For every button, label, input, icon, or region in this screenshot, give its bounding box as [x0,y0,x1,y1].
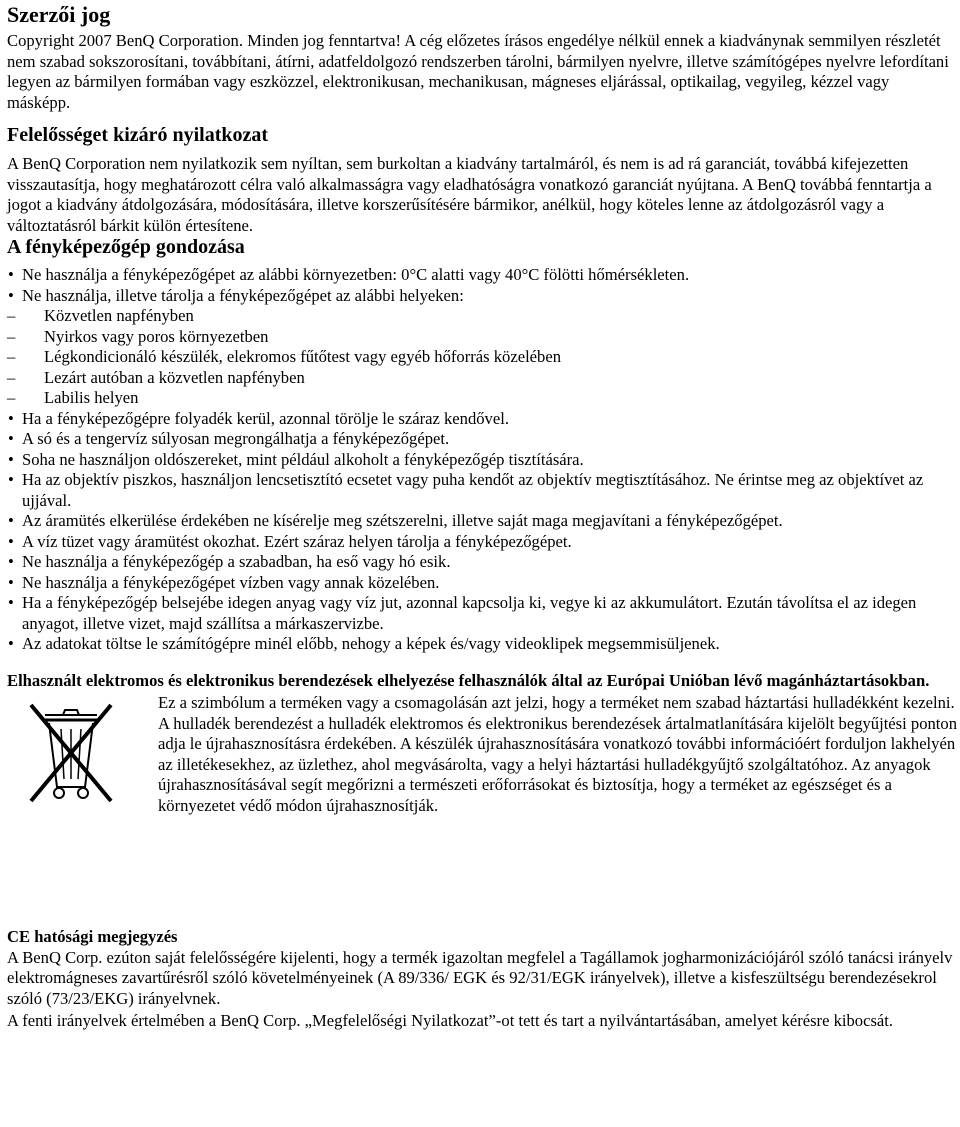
bullet-marker: • [8,408,14,428]
list-item-text: Nyirkos vagy poros környezetben [44,326,269,346]
list-item-text: Labilis helyen [44,388,139,407]
list-item-text: Az áramütés elkerülése érdekében ne kísérelje meg szétszerelni, illetve saját maga megjavítani a fényképezőgépet. [22,511,783,530]
bullet-marker: • [8,552,14,571]
dash-marker: – [7,347,16,366]
list-item [7,429,954,450]
crossed-out-wheelie-bin-icon [23,701,119,807]
list-item-text: A víz tüzet vagy áramütést okozhat. Ezért száraz helyen tárolja a fényképezőgépet. [22,531,572,551]
list-item [7,532,954,553]
weee-section [7,693,957,843]
bullet-marker: • [8,265,14,284]
list-item-text: Lezárt autóban a közvetlen napfényben [44,367,305,387]
bullet-marker: • [8,634,14,653]
list-item-text: Ha az objektív piszkos, használjon lencsetisztító ecsetet vagy puha kendőt az objektív megtisztításához. Ne érintse meg az objektívet az ujjával. [22,470,924,510]
dash-marker: – [7,388,16,407]
list-item-text: Az adatokat töltse le számítógépre minél előbb, nehogy a képek és/vagy videoklipek megsemmisüljenek. [22,634,720,653]
disclaimer-heading: Felelősséget kizáró nyilatkozat [7,124,269,146]
weee-paragraph: Ez a szimbólum a terméken vagy a csomagolásán azt jelzi, hogy a terméket nem szabad háztartási hulladékként kezelni. A hulladék berendezést a hulladék elektromos és elektronikus berendezések ártalmatlanítására kijelölt begyűjtési ponton adja le újrahasznosításra érdekében. A készülék újrahasznosítására vonatkozó további információért forduljon lakhelyén az illetékesekhez, az üzlethez, ahol megvásárolta, vagy a helyi háztartási hulladékgyűjtő szolgáltatóhoz. Az anyagok újrahasznosításával segít megőrizni a természeti erőforrásokat és biztosítja, hogy a terméket az egészséget és a környezetet védő módon újrahasznosítják. [158,693,957,815]
sub-list-item [7,306,954,327]
list-item-text: Közvetlen napfényben [44,306,194,325]
sub-list-item [7,368,954,389]
bullet-marker: • [8,470,14,489]
list-item-text: Ha a fényképezőgép belsejébe idegen anyag vagy víz jut, azonnal kapcsolja ki, vegye ki az akkumulátort. Ezután távolítsa el az idegen anyagot, illetve vizet, majd szállítsa a márkaszervizbe. [22,593,917,633]
ce-paragraph: A BenQ Corp. ezúton saját felelősségére kijelenti, hogy a termék igazoltan megfelel a Tagállamok jogharmonizációjáról szóló tanácsi irányelv elektromágneses zavartűrésről szóló követelményeinek (A 89/336/ EGK és 92/31/EGK irányelvek), illetve a kisfeszültségu berendezésekrol szóló (73/23/EKG) irányelvnek. [7,947,953,1008]
list-item [7,265,954,286]
list-item [7,573,954,594]
dash-marker: – [7,326,16,346]
dash-marker: – [7,306,16,325]
camera-care-heading: A fényképezőgép gondozása [7,236,245,258]
list-item [7,470,954,511]
copyright-heading: Szerzői jog [7,2,111,27]
list-item [7,409,954,430]
disclaimer-paragraph: A BenQ Corporation nem nyilatkozik sem nyíltan, sem burkoltan a kiadvány tartalmáról, és nem is ad rá garanciát, továbbá kifejezetten visszautasítja, hogy meghatározott célra való alkalmasságra vagy eladhatóságra vonatkozó garanciát nyújtana. A BenQ továbbá fenntartja a jogot a kiadvány átdolgozására, módosítására, illetve korszerűsítésére bármikor, anélkül, hogy köteles lenne az átdolgozásról vagy a változtatásról bárkit külön értesítene. [7,154,932,235]
ce-paragraph-2: A fenti irányelvek értelmében a BenQ Corp. „Megfelelőségi Nyilatkozat”-ot tett és tart a nyilvántartásában, amelyet kérésre kibocsát. [7,1011,894,1030]
list-item [7,286,954,307]
list-item-text: Légkondicionáló készülék, elekromos fűtőtest vagy egyéb hőforrás közelében [44,347,561,366]
list-item [7,450,954,471]
ce-heading: CE hatósági megjegyzés [7,927,178,946]
list-item [7,593,954,634]
list-item-text: Soha ne használjon oldószereket, mint például alkoholt a fényképezőgép tisztítására. [22,449,584,469]
bullet-marker: • [8,531,14,551]
list-item-text: A só és a tengervíz súlyosan megrongálhatja a fényképezőgépet. [22,429,450,448]
list-item-text: Ne használja a fényképezőgépet vízben vagy annak közelében. [22,572,440,592]
weee-heading: Elhasznált elektromos és elektronikus berendezések elhelyezése felhasználók által az Európai Unióban lévő magánháztartásokban. [7,670,930,690]
bullet-marker: • [8,511,14,530]
list-item [7,634,954,655]
bullet-marker: • [8,285,14,305]
list-item-text: Ne használja a fényképezőgép a szabadban, ha eső vagy hó esik. [22,552,451,571]
sub-list-item [7,327,954,348]
bullet-marker: • [8,572,14,592]
sub-list-item [7,388,954,409]
list-item [7,552,954,573]
sub-list-item [7,347,954,368]
bullet-marker: • [8,449,14,469]
list-item-text: Ne használja, illetve tárolja a fényképezőgépet az alábbi helyeken: [22,285,464,305]
list-item-text: Ne használja a fényképezőgépet az alábbi környezetben: 0°C alatti vagy 40°C fölötti hőmérsékleten. [22,265,690,284]
copyright-paragraph: Copyright 2007 BenQ Corporation. Minden jog fenntartva! A cég előzetes írásos engedélye nélkül ennek a kiadványnak semmilyen részletét nem szabad sokszorosítani, továbbítani, átírni, adatfeldolgozó rendszerben tárolni, bármilyen nyelvre, illetve számítógépes nyelvre lefordítani legyen az bármilyen formában vagy eszközzel, elektronikusan, mechanikusan, mágneses eljárással, optikailag, vegyileg, kézzel vagy másképp. [7,31,949,112]
dash-marker: – [7,367,16,387]
bullet-marker: • [8,593,14,612]
list-item-text: Ha a fényképezőgépre folyadék kerül, azonnal törölje le száraz kendővel. [22,408,509,428]
camera-care-list [7,265,954,655]
bullet-marker: • [8,429,14,448]
list-item [7,511,954,532]
